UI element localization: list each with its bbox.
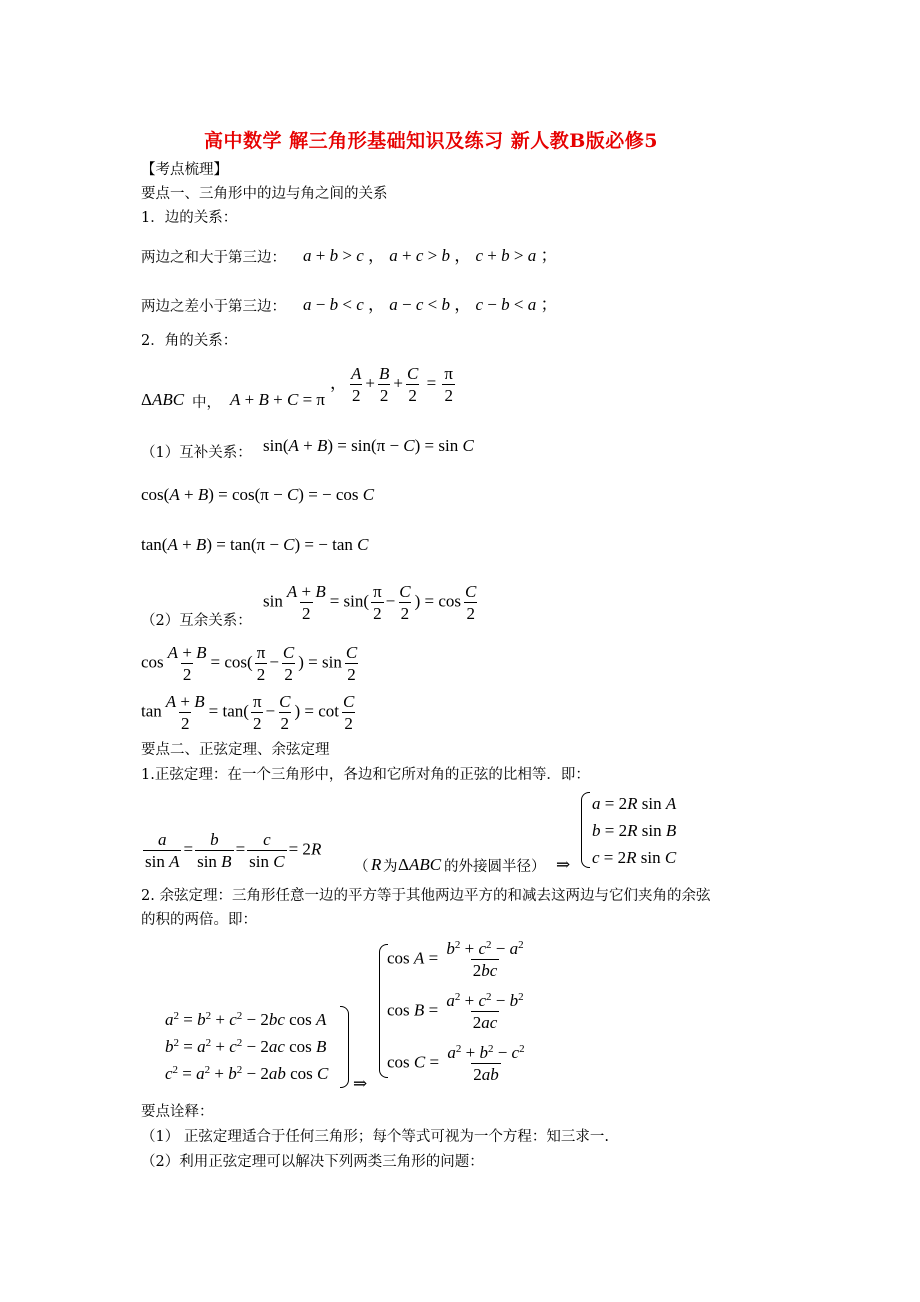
triangle-abc: ΔABC [141, 390, 185, 409]
r-note-open: （ [354, 859, 369, 875]
sine-law-text: 1.正弦定理：在一个三角形中，各边和它所对角的正弦的比相等．即： [141, 767, 590, 783]
cos-b-formula: cos B = $\frac{a^2 + c^2 - b^2}{2ac}$ [387, 991, 524, 1032]
diff-label: 两边之差小于第三边： [141, 299, 286, 315]
implies-arrow: ⇒ [556, 855, 571, 874]
sine-law-system: a = 2R sin A b = 2R sin B c = 2R sin C [592, 794, 677, 867]
sin-complement: sin $\frac{A + B}{2}$ = sin( $\frac{\pi}{2}$ − $\frac{C}{2}$ ) = cos $\frac{C}{2}$ [263, 582, 477, 623]
cosine-law-text-1: 2. 余弦定理：三角形任意一边的平方等于其他两边平方的和减去这两边与它们夹角的余弦 [141, 888, 711, 904]
item-angle-relations: 2．角的关系： [141, 333, 238, 349]
r-triangle: ΔABC [398, 855, 442, 874]
cos-c-formula: cos C = $\frac{a^2 + b^2 - c^2}{2ab}$ [387, 1043, 525, 1084]
supplementary-label: （1）互补关系： [141, 445, 252, 461]
sum-inequalities: a + b > c ， a + c > b ， c + b > a ； [303, 246, 558, 265]
cos-complement: cos $\frac{A + B}{2}$ = cos( $\frac{\pi}{2}$ − $\frac{C}{2}$ ) = sin $\frac{C}{2}$ [141, 643, 358, 684]
tan-complement: tan $\frac{A + B}{2}$ = tan( $\frac{\pi}{2}$ − $\frac{C}{2}$ ) = cot $\frac{C}{2}$ [141, 692, 355, 733]
complementary-label: （2）互余关系： [141, 613, 252, 629]
note-one: （1） 正弦定理适合于任何三角形；每个等式可视为一个方程：知三求一. [141, 1129, 609, 1145]
page-title: 高中数学 解三角形基础知识及练习 新人教B版必修5 [204, 130, 659, 152]
tan-supplement: tan(A + B) = tan(π − C) = − tan C [141, 535, 369, 554]
implies-arrow-2: ⇒ [353, 1074, 368, 1093]
point-one-heading: 要点一、三角形中的边与角之间的关系 [141, 186, 388, 202]
cosine-law-text-2: 的积的两倍。即： [141, 912, 257, 928]
item-side-relations: 1．边的关系： [141, 210, 238, 226]
note-two: （2）利用正弦定理可以解决下列两类三角形的问题： [141, 1154, 484, 1170]
cos-a-formula: cos A = $\frac{b^2 + c^2 - a^2}{2bc}$ [387, 939, 524, 980]
r-note-close: 的外接圆半径） [444, 859, 546, 875]
angle-sum-formula: A + B + C = π [230, 390, 325, 409]
cosine-law-system: $a^2 = b^2 + c^2 - 2bc$ cos A $b^2 = a^2 + c^2 - 2ac$ cos B $c^2 = a^2 + b^2 - 2ab$ cos C [165, 1010, 329, 1083]
abc-mid-text: 中， [192, 395, 221, 411]
sum-label: 两边之和大于第三边： [141, 250, 286, 266]
point-two-heading: 要点二、正弦定理、余弦定理 [141, 742, 330, 758]
notes-heading: 要点诠释： [141, 1104, 214, 1120]
cos-supplement: cos(A + B) = cos(π − C) = − cos C [141, 485, 375, 504]
sin-supplement: sin(A + B) = sin(π − C) = sin C [263, 436, 474, 455]
r-note-mid: 为 [383, 859, 398, 875]
diff-inequalities: a − b < c ， a − c < b ， c − b < a ； [303, 295, 558, 314]
left-brace [581, 792, 590, 868]
sine-law-formula: $\frac{a}{\text{sin A}}$ = $\frac{b}{\text{sin B}}$ = $\frac{c}{\text{sin C}}$ = 2R [145, 830, 322, 871]
right-brace [340, 1006, 349, 1088]
r-symbol: R [371, 855, 382, 874]
section-header: 【考点梳理】 [141, 162, 228, 178]
half-angle-sum: ， $\frac{A}{2}$ + $\frac{B}{2}$ + $\frac{C}{2}$ = $\frac{\pi}{2}$ [330, 364, 453, 405]
